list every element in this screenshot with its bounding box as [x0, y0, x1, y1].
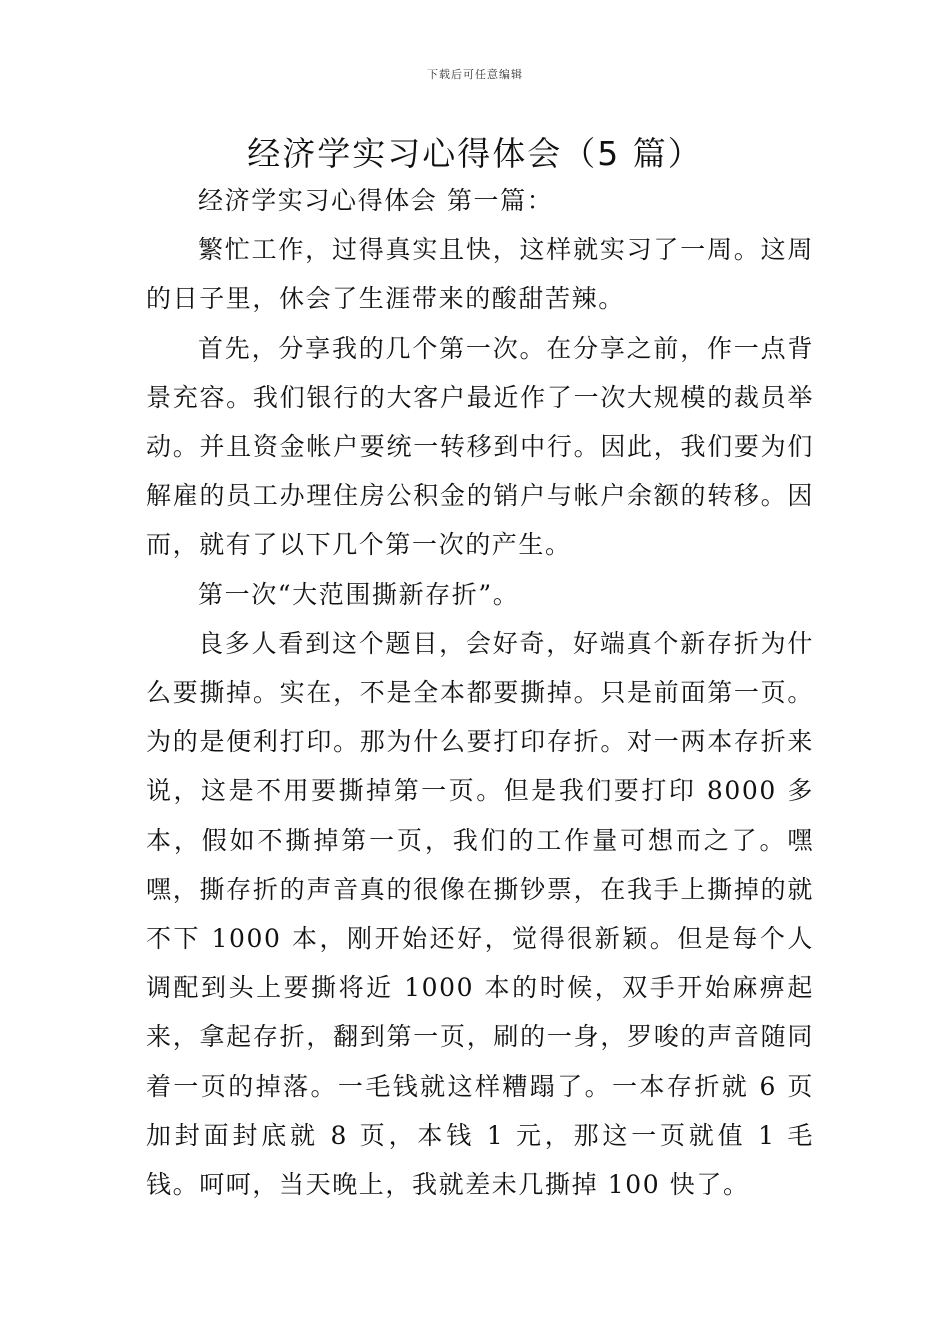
paragraph-1: 繁忙工作，过得真实且快，这样就实习了一周。这周的日子里，休会了生涯带来的酸甜苦辣。: [146, 235, 814, 314]
header-note: 下载后可任意编辑: [427, 68, 523, 81]
section-subtitle: 经济学实习心得体会 第一篇：: [198, 186, 554, 215]
document-title: 经济学实习心得体会（5 篇）: [247, 134, 703, 173]
paragraph-4: 良多人看到这个题目，会好奇，好端真个新存折为什么要撕掉。实在，不是全本都要撕掉。只是前面第一页。为的是便利打印。那为什么要打印存折。对一两本存折来说，这是不用要撕掉第一页。但是我们要打印 8000 多本，假如不撕掉第一页，我们的工作量可想而之了。嘿嘿，撕存折的声音真的很像在撕钞票，在我手上撕掉的就不下 1000 本，刚开始还好，觉得很新颖。但是每个人调配到头上要撕将近 1000 本的时候，双手开始麻痹起来，拿起存折，翻到第一页，刷的一身，罗唆的声音随同着一页的掉落。一毛钱就这样糟蹋了。一本存折就 6 页加封面封底就 8 页，本钱 1 元，那这一页就值 1 毛钱。呵呵，当天晚上，我就差未几撕掉 100 快了。: [146, 628, 814, 1200]
paragraph-3: 第一次“大范围撕新存折”。: [198, 579, 520, 609]
document-body: [146, 176, 814, 1209]
paragraph-2: 首先，分享我的几个第一次。在分享之前，作一点背景充容。我们银行的大客户最近作了一次大规模的裁员举动。并且资金帐户要统一转移到中行。因此，我们要为们解雇的员工办理住房公积金的销户与帐户余额的转移。因而，就有了以下几个第一次的产生。: [146, 333, 814, 560]
